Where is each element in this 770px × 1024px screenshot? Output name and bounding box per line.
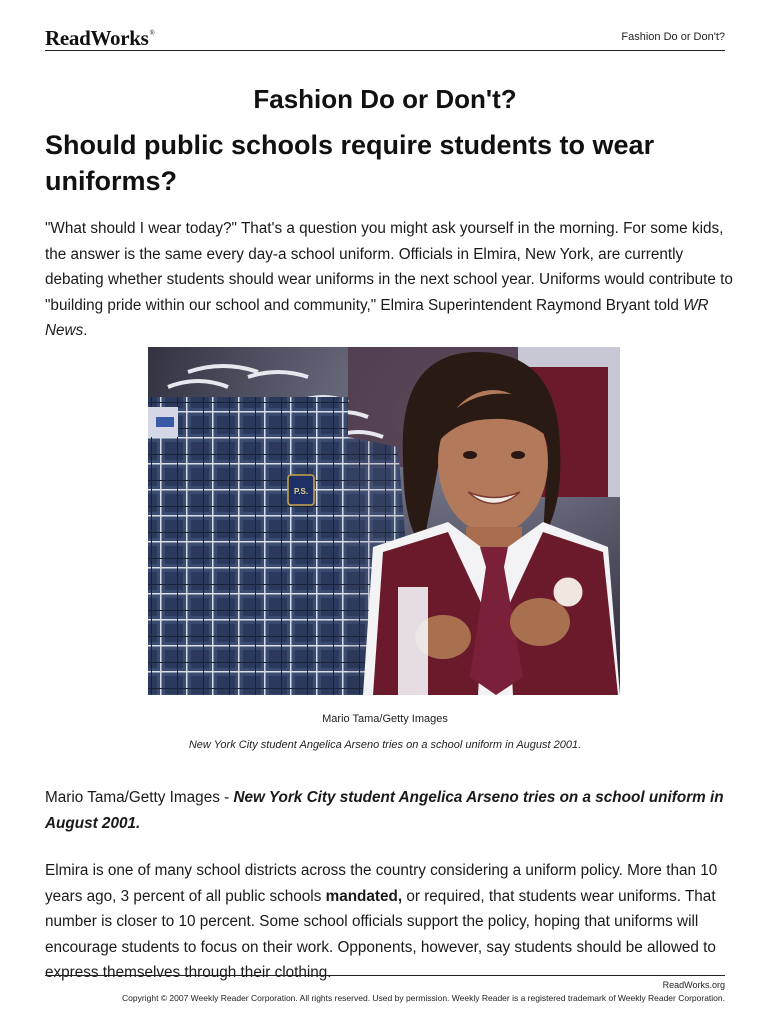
intro-text: "What should I wear today?" That's a question you might ask yourself in the morning. For some kids, the answer is the same every day-a school uniform. Officials in Elmira, New York, are currently debating whether students should wear uniforms in the next school year. Uniforms would contribute to "building pride within our school and community," Elmira Superintendent Raymond Bryant told (45, 220, 733, 314)
credit-line-prefix: Mario Tama/Getty Images - (45, 789, 234, 806)
photo-credit: Mario Tama/Getty Images (322, 713, 448, 725)
page-header (45, 26, 725, 51)
uniform-badge: P.S. (293, 487, 309, 496)
header-title: Fashion Do or Don't? (621, 31, 725, 43)
credit-line-caption: New York City student Angelica Arseno tries on a school uniform in August 2001. (45, 789, 724, 832)
footer-site: ReadWorks.org (662, 980, 725, 990)
vocab-word-mandated: mandated, (325, 887, 403, 905)
photo-credit-line (45, 785, 735, 837)
readworks-logo (45, 26, 155, 51)
intro-paragraph (45, 216, 735, 344)
body-text-end: or required, that students wear uniforms. That number is closer to 10 percent. Some school officials support the policy, hoping that uniforms will encourage students to focus on their work. Opponents, however, say students should be allowed to express themselves through their clothing. (45, 887, 716, 981)
publication-name: WR News (45, 296, 709, 339)
body-text-start: Elmira is one of many school districts across the country considering a uniform policy. More than 10 years ago, 3 percent of all public schools (45, 862, 718, 905)
intro-end: . (83, 322, 88, 339)
article-photo (148, 347, 620, 695)
footer-divider (45, 975, 725, 976)
logo-trademark: ® (149, 29, 155, 37)
article-subtitle: Should public schools require students to wear uniforms? (45, 130, 655, 196)
logo-text: ReadWorks (45, 26, 149, 50)
body-paragraph (45, 858, 735, 986)
footer-copyright: Copyright © 2007 Weekly Reader Corporation. All rights reserved. Used by permission. Weekly Reader is a registered trademark of Weekly Reader Corporation. (122, 993, 725, 1003)
photo-caption: New York City student Angelica Arseno tries on a school uniform in August 2001. (188, 739, 582, 751)
article-title: Fashion Do or Don't? (253, 84, 517, 114)
